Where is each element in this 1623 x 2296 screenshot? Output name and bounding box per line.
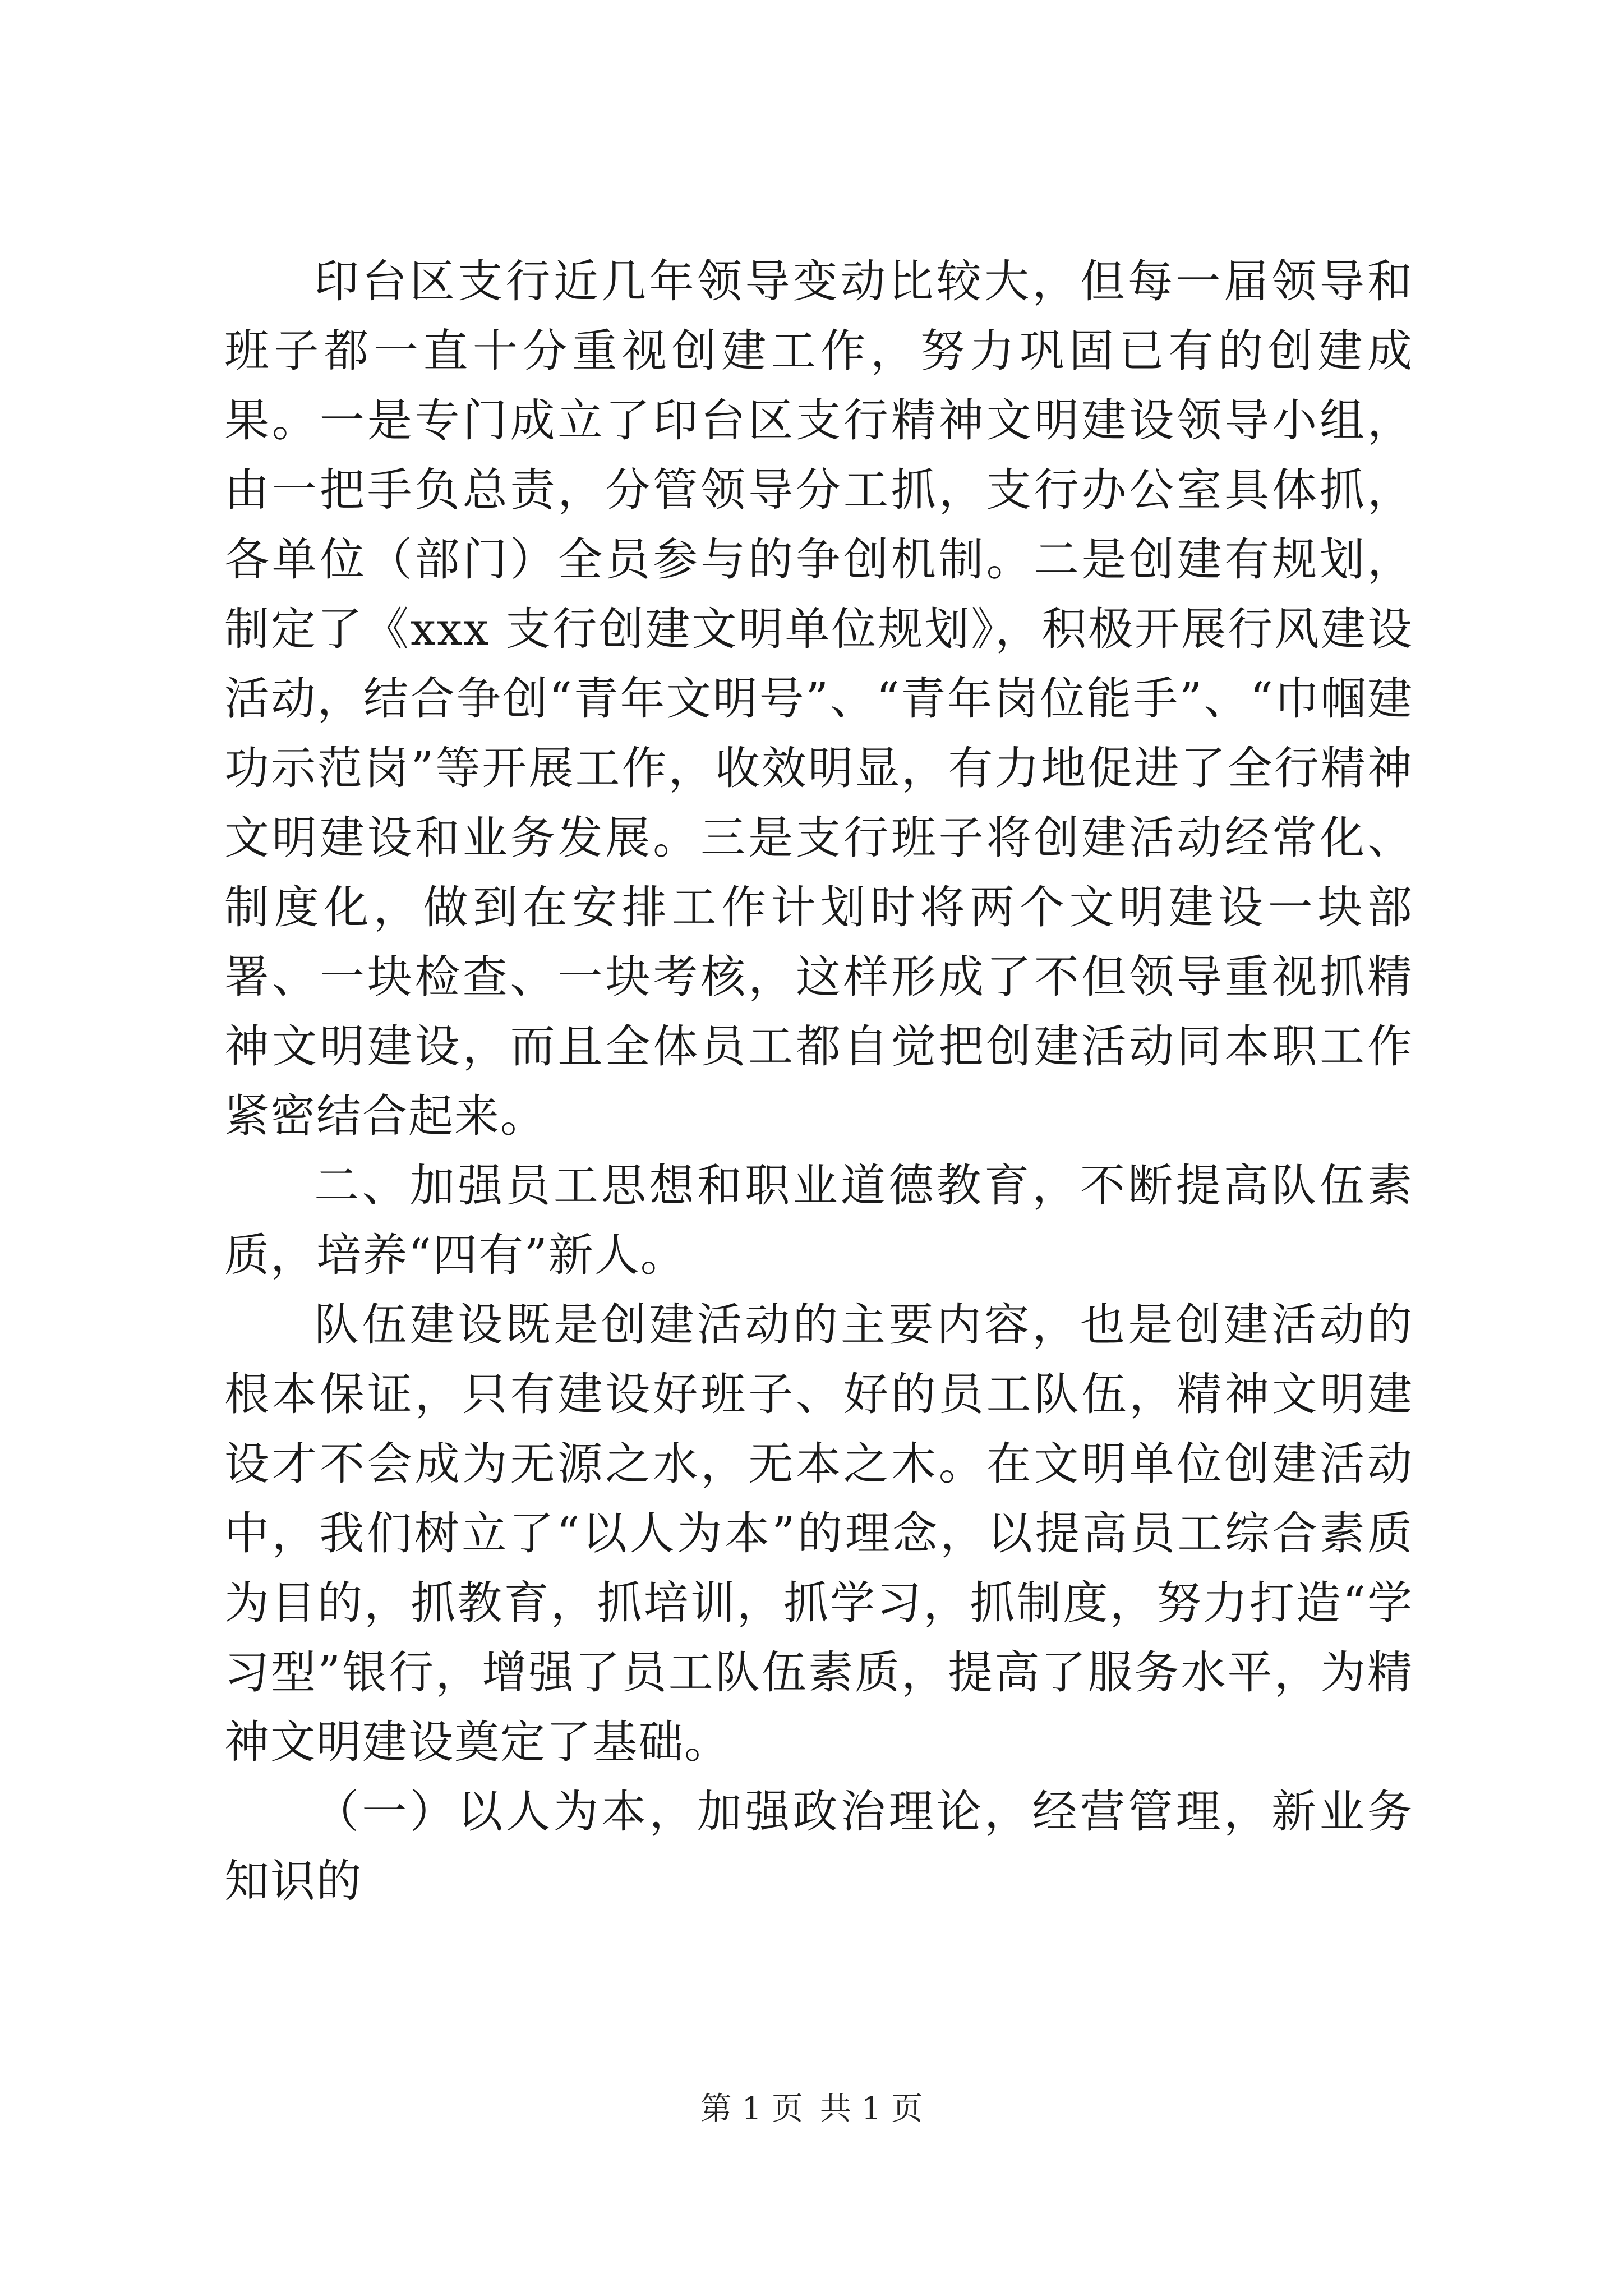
- paragraph-team-building: 队伍建设既是创建活动的主要内容，也是创建活动的根本保证，只有建设好班子、好的员工队伍，精神文明建设才不会成为无源之水，无本之木。在文明单位创建活动中，我们树立了“以人为本”的理念，以提高员工综合素质为目的，抓教育，抓培训，抓学习，抓制度，努力打造“学习型”银行，增强了员工队伍素质，提高了服务水平，为精神文明建设奠定了基础。: [224, 1299, 1413, 1768]
- page-total: 共 1 页: [820, 2091, 923, 2127]
- section-heading-two: 二、加强员工思想和职业道德教育，不断提高队伍素质，培养“四有”新人。: [224, 1159, 1413, 1281]
- document-body: [224, 247, 1413, 1916]
- page-number: 第 1 页: [700, 2091, 803, 2127]
- sub-heading-one: （一）以人为本，加强政治理论，经营管理，新业务知识的: [224, 1786, 1413, 1907]
- page-footer: [0, 2087, 1623, 2132]
- paragraph-branch-leadership: 印台区支行近几年领导变动比较大，但每一届领导和班子都一直十分重视创建工作，努力巩固已有的创建成果。一是专门成立了印台区支行精神文明建设领导小组，由一把手负总责，分管领导分工抓，支行办公室具体抓，各单位（部门）全员参与的争创机制。二是创建有规划，制定了《xxx 支行创建文明单位规划》，积极开展行风建设活动，结合争创“青年文明号”、“青年岗位能手”、“巾帼建功示范岗”等开展工作，收效明显，有力地促进了全行精神文明建设和业务发展。三是支行班子将创建活动经常化、制度化，做到在安排工作计划时将两个文明建设一块部署、一块检查、一块考核，这样形成了不但领导重视抓精神文明建设，而且全体员工都自觉把创建活动同本职工作紧密结合起来。: [224, 255, 1413, 1142]
